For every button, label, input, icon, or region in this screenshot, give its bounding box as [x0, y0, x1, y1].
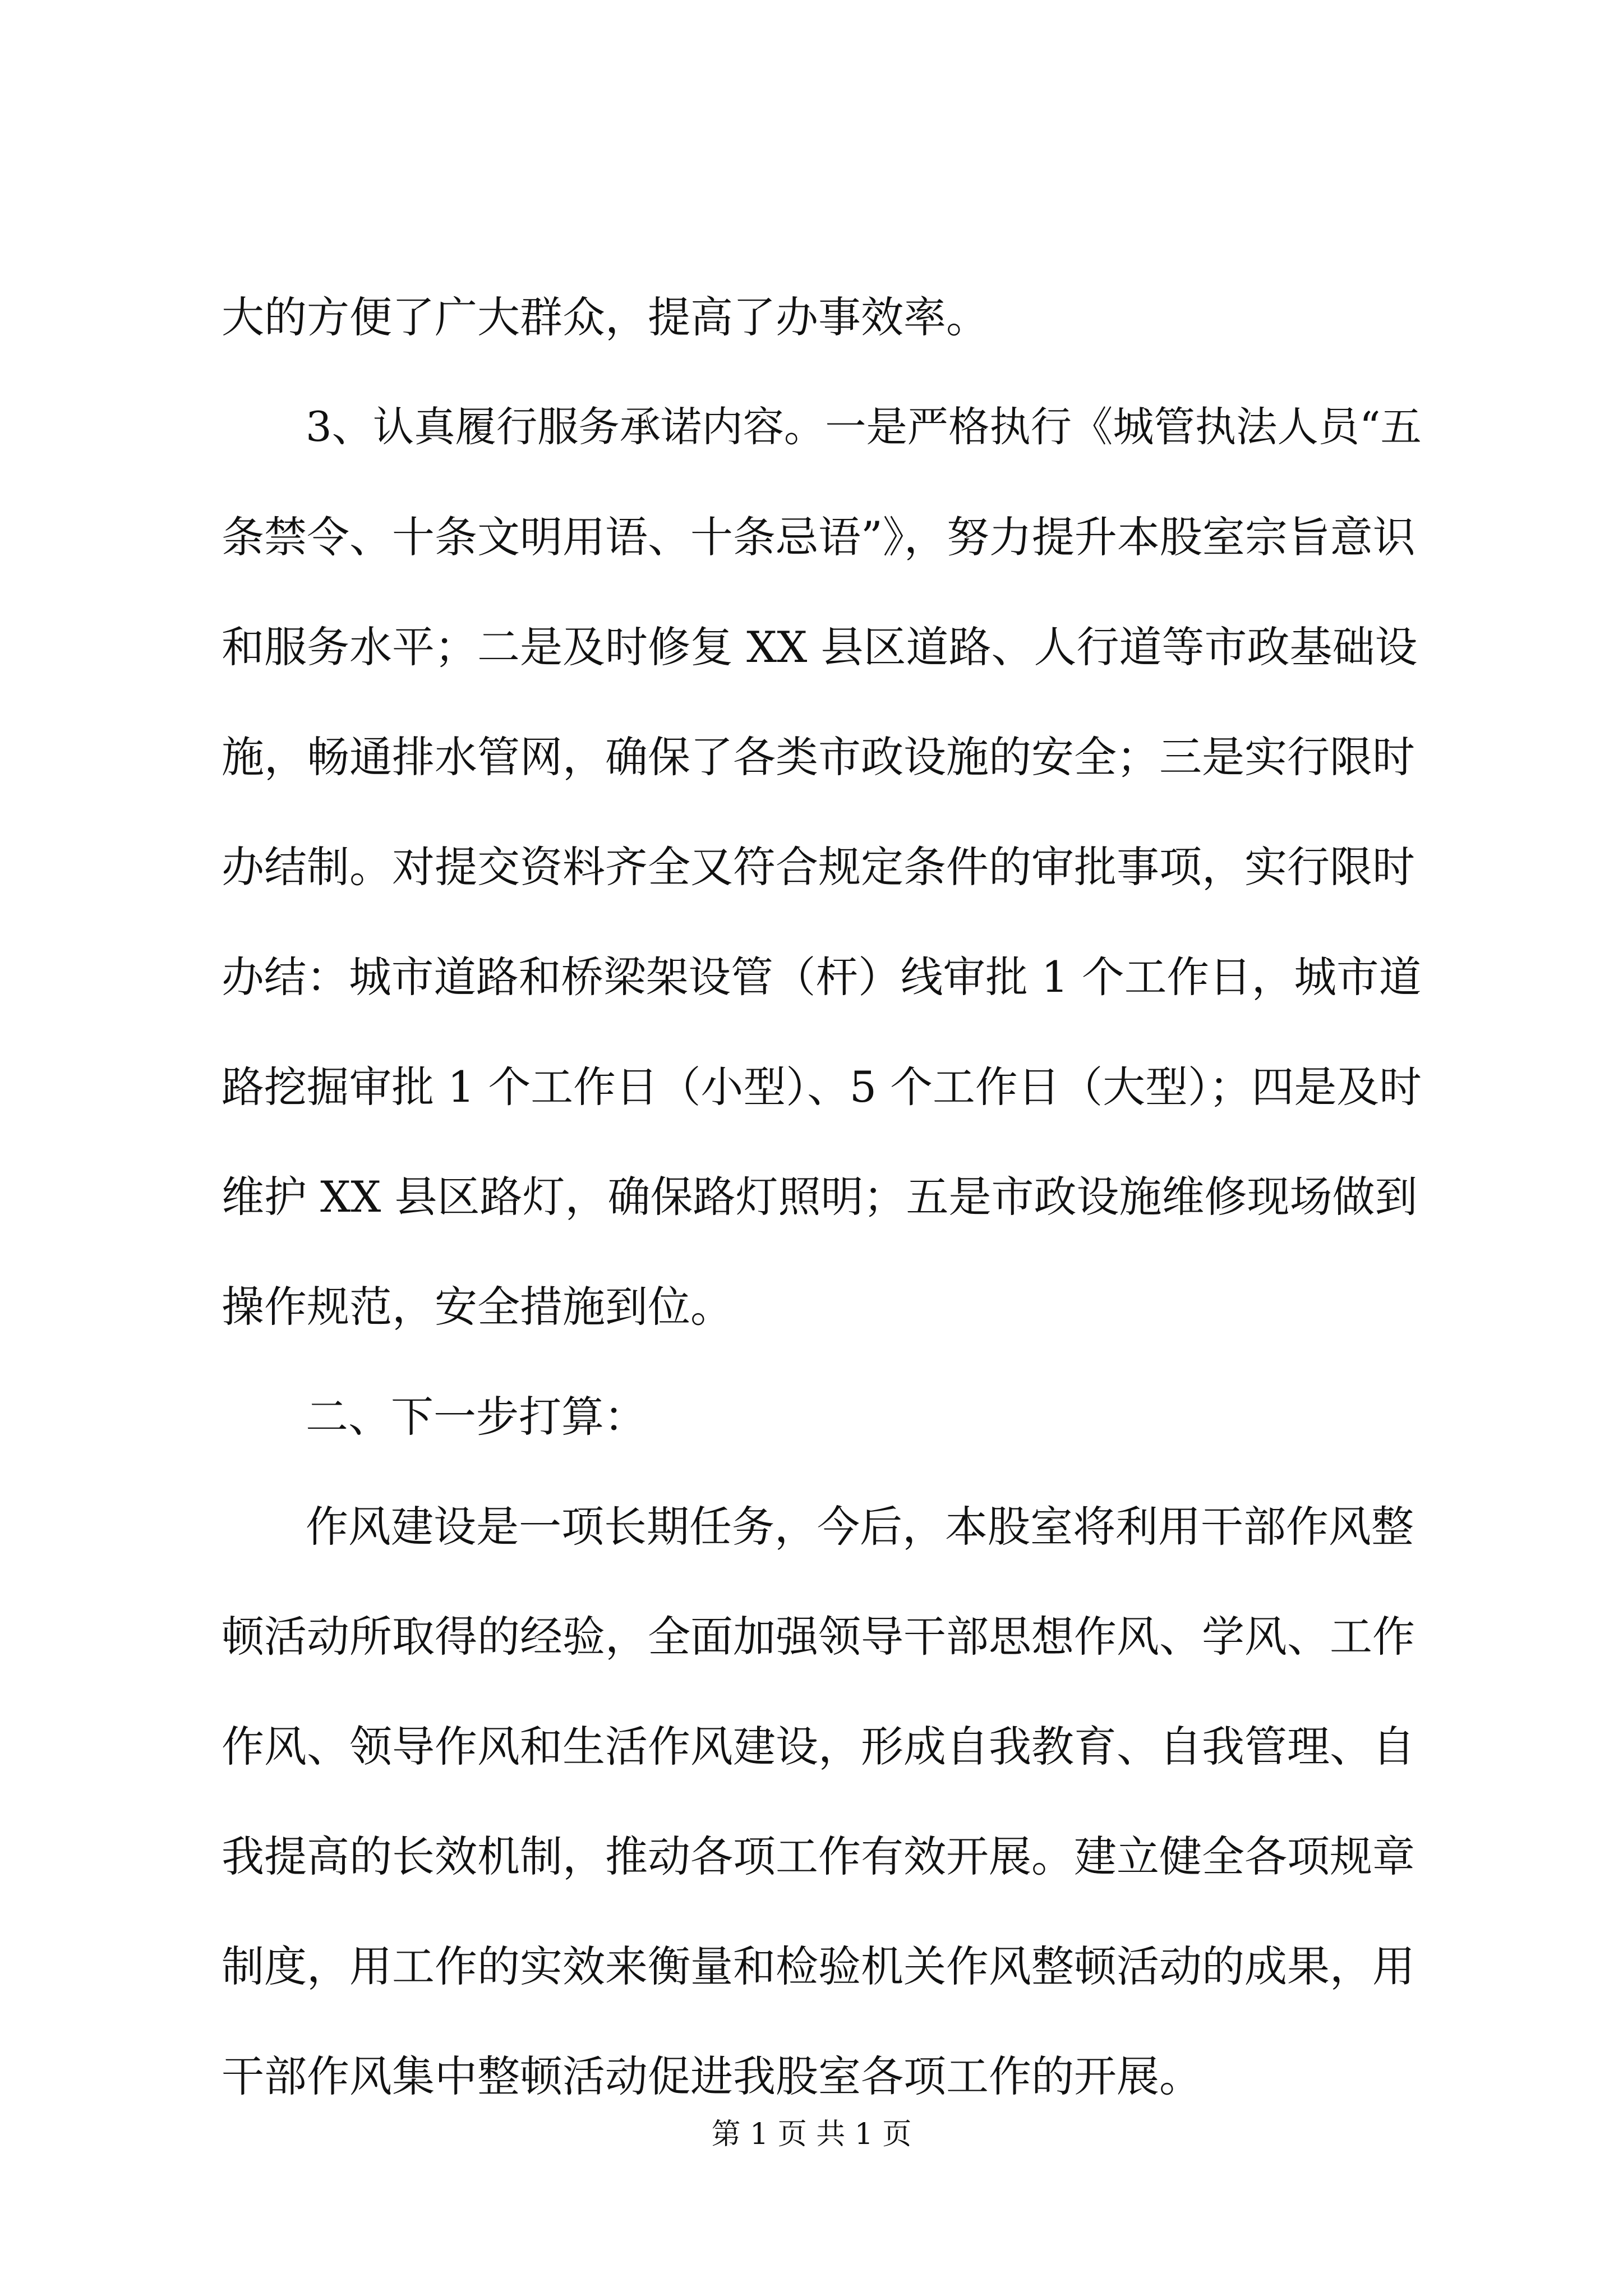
text-line: 作风、领导作风和生活作风建设，形成自我教育、自我管理、自 — [222, 1722, 1415, 1772]
text-line: 制度，用工作的实效来衡量和检验机关作风整顿活动的成果，用 — [222, 1941, 1415, 1991]
text-line: 路挖掘审批 1 个工作日（小型）、5 个工作日（大型）；四是及时 — [222, 1062, 1422, 1112]
text-line: 干部作风集中整顿活动促进我股室各项工作的开展。 — [222, 2051, 1202, 2101]
text-line: 办结：城市道路和桥梁架设管（杆）线审批 1 个工作日，城市道 — [222, 953, 1422, 1002]
text-line: 顿活动所取得的经验，全面加强领导干部思想作风、学风、工作 — [222, 1612, 1415, 1662]
text-line: 条禁令、十条文明用语、十条忌语”》，努力提升本股室宗旨意识 — [222, 512, 1415, 562]
page-number-footer: 第 1 页 共 1 页 — [711, 2118, 912, 2151]
text-line: 施，畅通排水管网，确保了各类市政设施的安全；三是实行限时 — [222, 732, 1415, 782]
text-line: 办结制。对提交资料齐全又符合规定条件的审批事项，实行限时 — [222, 842, 1415, 892]
text-line: 我提高的长效机制，推动各项工作有效开展。建立健全各项规章 — [222, 1832, 1415, 1881]
text-line: 操作规范，安全措施到位。 — [222, 1282, 733, 1332]
text-line: 作风建设是一项长期任务，今后，本股室将利用干部作风整 — [306, 1502, 1414, 1552]
text-line: 和服务水平；二是及时修复 XX 县区道路、人行道等市政基础设 — [222, 622, 1418, 672]
text-line: 大的方便了广大群众，提高了办事效率。 — [222, 292, 989, 342]
text-line: 维护 XX 县区路灯，确保路灯照明；五是市政设施维修现场做到 — [222, 1172, 1418, 1222]
section-heading: 二、下一步打算： — [306, 1392, 647, 1442]
text-line: 3、认真履行服务承诺内容。一是严格执行《城管执法人员“五 — [306, 403, 1422, 451]
document-body — [222, 263, 1422, 2132]
